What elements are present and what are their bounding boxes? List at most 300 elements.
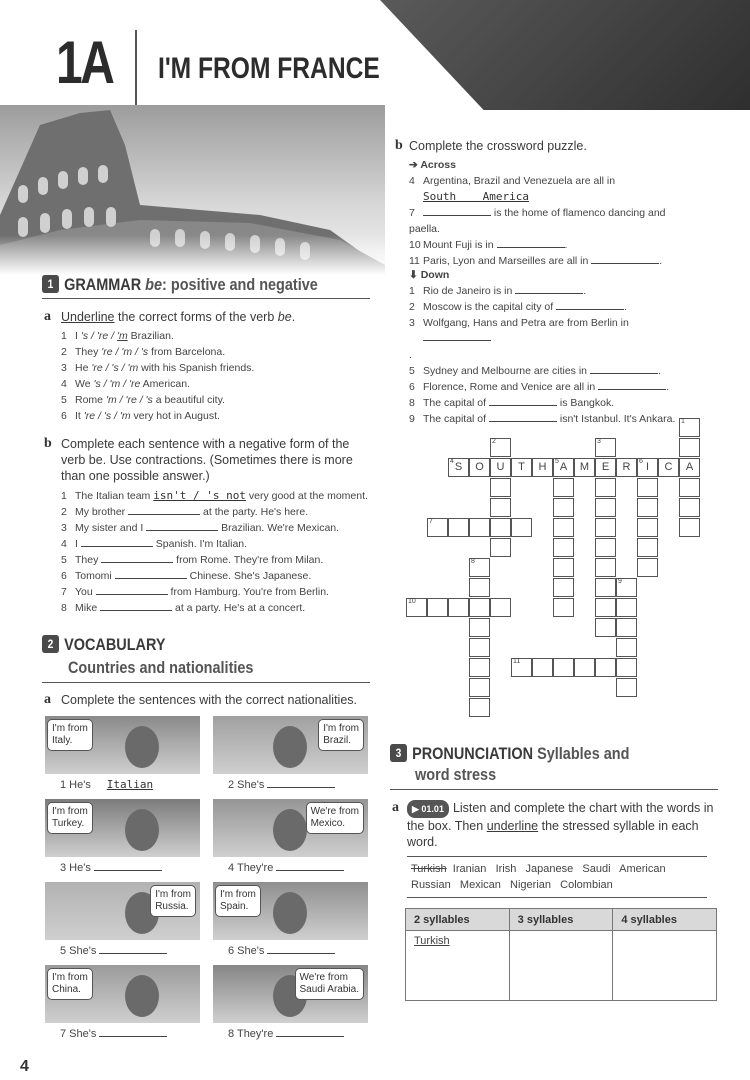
caption-text: 3 He's	[60, 862, 94, 874]
cell-3-syllables[interactable]	[509, 931, 613, 1001]
answer-blank[interactable]	[276, 861, 344, 871]
photo-caption	[60, 861, 162, 874]
clue-number: 3	[409, 317, 415, 329]
caption-text: 1 He's	[60, 779, 94, 791]
crossword-cell[interactable]	[595, 578, 616, 597]
item-number: 6	[61, 410, 67, 422]
item-number: 4	[61, 538, 67, 550]
clue-rest: .	[666, 381, 670, 393]
down-clue	[409, 299, 709, 315]
item-rest: Brazilian. We're Mexican.	[218, 522, 340, 534]
cell-number: 5	[555, 458, 559, 465]
crossword-cell[interactable]	[553, 598, 574, 617]
crossword-cell[interactable]	[469, 518, 490, 537]
cell-number: 2	[492, 438, 496, 445]
clue-number: 5	[409, 365, 415, 377]
cell-number: 4	[450, 458, 454, 465]
crossword-cell[interactable]	[616, 638, 637, 657]
item-subject: He	[75, 362, 92, 374]
crossword-cell[interactable]	[679, 518, 700, 537]
item-options[interactable]: 'm / 're / 's	[105, 394, 153, 406]
item-rest: Chinese. She's Japanese.	[186, 570, 312, 582]
crossword-cell[interactable]	[595, 438, 616, 457]
person-photo	[213, 716, 368, 774]
down-label: ⬇ Down	[409, 269, 450, 281]
crossword-cell[interactable]	[616, 598, 637, 617]
crossword-cell[interactable]	[490, 458, 511, 477]
item-options[interactable]: 's / 're /	[80, 330, 117, 342]
section-number-badge: 2	[42, 635, 59, 653]
answer-blank[interactable]	[489, 396, 557, 406]
grammar-a-item	[61, 344, 381, 360]
answer-blank[interactable]	[267, 778, 335, 788]
col-2-syllables: 2 syllables	[406, 909, 510, 931]
answer-blank[interactable]	[146, 521, 218, 531]
speech-bubble: I'm from China.	[47, 968, 93, 1000]
cell-letter: T	[518, 461, 525, 473]
pron-title: PRONUNCIATION	[412, 744, 534, 763]
crossword-cell[interactable]	[574, 458, 595, 477]
crossword-cell[interactable]	[448, 598, 469, 617]
across-clue	[409, 237, 699, 253]
item-number: 3	[61, 362, 67, 374]
vocab-a-letter: a	[44, 692, 51, 707]
crossword-cell[interactable]	[511, 518, 532, 537]
cell-letter: H	[538, 461, 547, 473]
cell-number: 7	[429, 518, 433, 525]
clue-rest: .	[583, 285, 587, 297]
face-shape	[125, 726, 159, 768]
crossword-cell[interactable]	[637, 518, 658, 537]
item-rest: very good at the moment.	[245, 490, 368, 502]
item-subject: I	[75, 538, 81, 550]
down-clue	[409, 411, 709, 427]
grammar-b-item	[61, 520, 381, 536]
speech-bubble: I'm from Turkey.	[47, 802, 93, 834]
answer-blank[interactable]	[99, 1027, 167, 1037]
clue-text: Mount Fuji is in	[423, 239, 497, 251]
grammar-b-letter: b	[44, 436, 52, 451]
crossword-cell[interactable]	[595, 658, 616, 677]
item-rest: Spanish. I'm Italian.	[152, 538, 248, 550]
crossword-cell[interactable]	[532, 658, 553, 677]
col-3-syllables: 3 syllables	[509, 909, 613, 931]
crossword-cell[interactable]	[553, 538, 574, 557]
item-number: 2	[61, 506, 67, 518]
crossword-cell[interactable]	[679, 478, 700, 497]
crossword-cell[interactable]	[595, 498, 616, 517]
crossword-cell[interactable]	[637, 538, 658, 557]
item-number: 3	[61, 522, 67, 534]
crossword-cell[interactable]	[616, 578, 637, 597]
face-shape	[125, 975, 159, 1017]
struck-word: Turkish	[411, 863, 447, 875]
caption-text: 2 She's	[228, 779, 268, 791]
cell-letter: E	[601, 461, 610, 473]
crossword-cell[interactable]	[679, 438, 700, 457]
item-rest: Brazilian.	[127, 330, 174, 342]
clue-text: Argentina, Brazil and Venezuela are all in	[423, 175, 616, 187]
across-clues	[409, 173, 699, 269]
item-subject: It	[75, 410, 84, 422]
across-clue	[409, 253, 699, 269]
grammar-b-item	[61, 504, 381, 520]
speech-bubble: We're from Mexico.	[306, 802, 364, 834]
clue-answer: South America	[423, 190, 529, 203]
down-clue	[409, 379, 709, 395]
crossword-cell[interactable]	[679, 458, 700, 477]
grammar-a-item	[61, 376, 381, 392]
clue-number: 9	[409, 413, 415, 425]
down-clues	[409, 283, 709, 427]
item-rest: American.	[140, 378, 190, 390]
answer-blank[interactable]	[267, 944, 335, 954]
pron-subtitle-2: word stress	[415, 765, 497, 784]
crossword-cell[interactable]	[616, 678, 637, 697]
clue-rest: .	[564, 239, 568, 251]
caption-text: 7 She's	[60, 1028, 100, 1040]
answer-blank[interactable]	[100, 601, 172, 611]
item-subject: We	[75, 378, 94, 390]
crossword-letter: b	[395, 138, 403, 153]
cell-number: 1	[681, 418, 685, 425]
clue-number: 1	[409, 285, 415, 297]
crossword-cell[interactable]	[469, 658, 490, 677]
crossword-cell[interactable]	[490, 438, 511, 457]
item-rest: from Rome. They're from Milan.	[173, 554, 324, 566]
caption-answer: Italian	[106, 778, 154, 791]
instruction-end: .	[291, 310, 296, 324]
face-shape	[273, 726, 307, 768]
grammar-b-item	[61, 488, 381, 504]
cell-letter: I	[645, 461, 650, 473]
answer-blank[interactable]	[598, 380, 666, 390]
header-corner-band	[380, 0, 750, 110]
crossword-cell[interactable]	[637, 498, 658, 517]
syllable-chart	[405, 908, 717, 1001]
cell-letter: U	[496, 461, 505, 473]
crossword-cell[interactable]	[553, 518, 574, 537]
cell-letter: A	[559, 461, 568, 473]
person-photo	[45, 882, 200, 940]
vocab-rule	[42, 682, 370, 683]
vocab-heading	[42, 635, 166, 655]
clue-text: Florence, Rome and Venice are all in	[423, 381, 599, 393]
cell-letter: S	[454, 461, 463, 473]
cell-number: 6	[639, 458, 643, 465]
audio-track-icon[interactable]: ▶ 01.01	[407, 800, 449, 818]
crossword-cell[interactable]	[469, 638, 490, 657]
speech-bubble: We're from Saudi Arabia.	[295, 968, 365, 1000]
person-photo	[45, 716, 200, 774]
grammar-b-item	[61, 536, 381, 552]
crossword-cell[interactable]	[595, 478, 616, 497]
grammar-a-letter: a	[44, 309, 51, 324]
cell-letter: C	[664, 461, 673, 473]
across-label-text: Across	[420, 159, 456, 171]
answer-blank[interactable]	[591, 254, 659, 264]
crossword-cell[interactable]	[637, 458, 658, 477]
grammar-title-rest: : positive and negative	[162, 275, 318, 294]
crossword-cell[interactable]	[658, 458, 679, 477]
item-rest: a beautiful city.	[152, 394, 225, 406]
crossword-cell[interactable]	[595, 558, 616, 577]
clue-text: Wolfgang, Hans and Petra are from Berlin in	[423, 317, 629, 329]
item-number: 4	[61, 378, 67, 390]
item-subject: My brother	[75, 506, 129, 518]
crossword-cell[interactable]	[469, 618, 490, 637]
page-title: I'M FROM FRANCE	[158, 52, 380, 85]
item-number: 2	[61, 346, 67, 358]
clue-rest: is the home of flamenco dancing and paella.	[409, 207, 666, 235]
answer-blank[interactable]	[515, 284, 583, 294]
grammar-a-item	[61, 408, 381, 424]
crossword-cell[interactable]	[595, 518, 616, 537]
crossword-cell[interactable]	[574, 658, 595, 677]
crossword-cell[interactable]	[448, 458, 469, 477]
instruction-text: the correct forms of the verb	[114, 310, 278, 324]
clue-number: 8	[409, 397, 415, 409]
clue-number: 11	[409, 255, 420, 267]
grammar-b-item	[61, 568, 381, 584]
crossword-cell[interactable]	[427, 518, 448, 537]
cell-letter: R	[622, 461, 631, 473]
down-clue	[409, 395, 709, 411]
page-number: 4	[20, 1058, 29, 1075]
grammar-a-item	[61, 392, 381, 408]
vocab-a-instruction: Complete the sentences with the correct nationalities.	[61, 693, 357, 707]
crossword-cell[interactable]	[637, 558, 658, 577]
crossword-instruction: Complete the crossword puzzle.	[409, 139, 587, 153]
speech-bubble: I'm from Italy.	[47, 719, 93, 751]
answer-blank[interactable]	[128, 505, 200, 515]
clue-rest: isn't Istanbul. It's Ankara.	[556, 413, 676, 425]
crossword-cell[interactable]	[637, 478, 658, 497]
crossword-cell[interactable]	[511, 458, 532, 477]
crossword-cell[interactable]	[490, 518, 511, 537]
person-photo	[213, 799, 368, 857]
answer-blank[interactable]	[96, 585, 168, 595]
photo-caption	[60, 1027, 167, 1040]
photo-caption	[228, 861, 344, 874]
instruction-be: be	[277, 310, 292, 324]
down-clue	[409, 315, 709, 363]
cell-letter: O	[475, 461, 484, 473]
crossword-cell[interactable]	[490, 478, 511, 497]
crossword-cell[interactable]	[490, 598, 511, 617]
clue-rest: .	[657, 365, 661, 377]
item-number: 1	[61, 490, 67, 502]
item-options[interactable]: 's / 'm / 're	[93, 378, 141, 390]
grammar-b-item	[61, 600, 381, 616]
answer-blank[interactable]	[115, 569, 187, 579]
item-number: 6	[61, 570, 67, 582]
crossword-cell[interactable]	[553, 578, 574, 597]
item-subject: My sister and I	[75, 522, 147, 534]
cell-4-syllables[interactable]	[613, 931, 717, 1001]
crossword-cell[interactable]	[469, 678, 490, 697]
item-rest: at a party. He's at a concert.	[172, 602, 306, 614]
clue-text: Moscow is the capital city of	[423, 301, 557, 313]
answer-blank[interactable]	[81, 537, 153, 547]
crossword-cell[interactable]	[406, 598, 427, 617]
item-rest: with his Spanish friends.	[138, 362, 255, 374]
item-number: 1	[61, 330, 67, 342]
crossword-cell[interactable]	[595, 538, 616, 557]
word-list: Iranian Irish Japanese Saudi American Russian Mexican Nigerian Colombian	[411, 863, 675, 891]
clue-number: 2	[409, 301, 415, 313]
pron-inst-2: the stressed syllable in each word.	[407, 819, 699, 849]
cell-number: 8	[471, 558, 475, 565]
answer-blank[interactable]	[99, 944, 167, 954]
item-options[interactable]: 're / 's / 'm	[91, 362, 139, 374]
person-photo	[213, 965, 368, 1023]
caption-text: 4 They're	[228, 862, 277, 874]
word-box	[407, 856, 707, 898]
crossword-cell[interactable]	[595, 598, 616, 617]
crossword-cell[interactable]	[679, 418, 700, 437]
pron-inst-1: Listen and complete the chart with the words in the box. Then	[407, 801, 714, 833]
pron-subtitle-1: Syllables and	[537, 744, 630, 763]
answer-blank[interactable]	[590, 364, 658, 374]
photo-caption	[60, 944, 167, 957]
answer-blank[interactable]	[101, 553, 173, 563]
item-answer: isn't / 's not	[153, 489, 246, 502]
col-4-syllables: 4 syllables	[613, 909, 717, 931]
crossword-cell[interactable]	[595, 458, 616, 477]
item-options[interactable]: 're / 'm / 's	[101, 346, 149, 358]
clue-number: 10	[409, 239, 421, 251]
item-number: 8	[61, 602, 67, 614]
crossword-cell[interactable]	[616, 658, 637, 677]
crossword-cell[interactable]	[616, 618, 637, 637]
clue-rest: is Bangkok.	[556, 397, 615, 409]
crossword-cell[interactable]	[679, 498, 700, 517]
cell-letter: A	[685, 461, 694, 473]
crossword-cell[interactable]	[427, 598, 448, 617]
crossword-cell[interactable]	[448, 518, 469, 537]
crossword-cell[interactable]	[490, 498, 511, 517]
pron-heading	[390, 744, 629, 764]
crossword-cell[interactable]	[511, 658, 532, 677]
answer-blank[interactable]	[423, 331, 491, 341]
crossword-cell[interactable]	[616, 458, 637, 477]
section-number-badge: 1	[42, 275, 59, 293]
instruction-underline-word: Underline	[61, 310, 115, 324]
section-number-badge: 3	[390, 744, 407, 762]
clue-text: Rio de Janeiro is in	[423, 285, 516, 297]
cell-letter: M	[579, 461, 590, 473]
across-label: ➔ Across	[409, 159, 456, 171]
down-clue	[409, 363, 709, 379]
clue-number: 7	[409, 207, 415, 219]
crossword-cell[interactable]	[553, 478, 574, 497]
photo-caption	[60, 778, 166, 791]
item-subject: The Italian team	[75, 490, 154, 502]
person-photo	[45, 799, 200, 857]
caption-text: 6 She's	[228, 945, 268, 957]
clue-text: Paris, Lyon and Marseilles are all in	[423, 255, 592, 267]
unit-number: 1A	[56, 29, 113, 96]
pron-rule	[390, 789, 718, 790]
crossword-cell[interactable]	[490, 538, 511, 557]
cell-number: 9	[618, 578, 622, 585]
grammar-title-be: be	[145, 275, 163, 294]
cell-2-syllables[interactable]	[406, 931, 510, 1001]
item-subject: I	[75, 330, 81, 342]
caption-text: 5 She's	[60, 945, 100, 957]
answer-blank[interactable]	[497, 238, 565, 248]
crossword-cell[interactable]	[469, 578, 490, 597]
speech-bubble: I'm from Brazil.	[318, 719, 364, 751]
crossword-cell[interactable]	[553, 458, 574, 477]
face-shape	[125, 809, 159, 851]
crossword-cell[interactable]	[532, 458, 553, 477]
clue-number: 6	[409, 381, 415, 393]
grammar-a-instruction	[61, 309, 371, 325]
answer-blank[interactable]	[94, 861, 162, 871]
crossword-cell[interactable]	[595, 618, 616, 637]
answer-blank[interactable]	[489, 412, 557, 422]
caption-text: 8 They're	[228, 1028, 277, 1040]
clue-rest: .	[659, 255, 663, 267]
crossword-cell[interactable]	[553, 558, 574, 577]
speech-bubble: I'm from Spain.	[215, 885, 261, 917]
first-entry: Turkish	[414, 935, 450, 947]
clue-rest: .	[409, 349, 412, 361]
person-photo	[213, 882, 368, 940]
item-number: 5	[61, 554, 67, 566]
item-rest: from Hamburg. You're from Berlin.	[167, 586, 329, 598]
cell-number: 10	[408, 598, 416, 605]
photo-caption	[228, 778, 335, 791]
header-divider	[135, 30, 137, 110]
item-options[interactable]: 're / 's / 'm	[83, 410, 131, 422]
item-rest: very hot in August.	[130, 410, 220, 422]
clue-text: The capital of	[423, 397, 489, 409]
photo-caption	[228, 944, 335, 957]
vocab-title: VOCABULARY	[64, 635, 166, 654]
crossword-cell[interactable]	[469, 598, 490, 617]
crossword-cell[interactable]	[469, 558, 490, 577]
answer-blank[interactable]	[556, 300, 624, 310]
grammar-b-item	[61, 552, 381, 568]
grammar-b-item	[61, 584, 381, 600]
item-subject: Rome	[75, 394, 106, 406]
item-subject: They	[75, 554, 102, 566]
item-number: 7	[61, 586, 67, 598]
grammar-rule	[42, 298, 370, 299]
audio-track-number: 01.01	[421, 804, 444, 814]
item-number: 5	[61, 394, 67, 406]
grammar-b-instruction: Complete each sentence with a negative form of the verb be. Use contractions. (Sometimes there is more than one possible answer.)	[61, 437, 353, 483]
colosseum-photo	[0, 105, 385, 275]
crossword-cell[interactable]	[553, 498, 574, 517]
crossword-cell[interactable]	[469, 698, 490, 717]
grammar-a-item	[61, 360, 381, 376]
pron-a-letter: a	[392, 800, 399, 815]
crossword-cell[interactable]	[469, 458, 490, 477]
crossword-cell[interactable]	[553, 658, 574, 677]
clue-text: The capital of	[423, 413, 489, 425]
face-shape	[273, 892, 307, 934]
grammar-a-item	[61, 328, 381, 344]
clue-text: Sydney and Melbourne are cities in	[423, 365, 590, 377]
answer-blank[interactable]	[276, 1027, 344, 1037]
item-subject: They	[75, 346, 102, 358]
across-clue	[409, 205, 699, 237]
answer-blank[interactable]	[423, 206, 491, 216]
